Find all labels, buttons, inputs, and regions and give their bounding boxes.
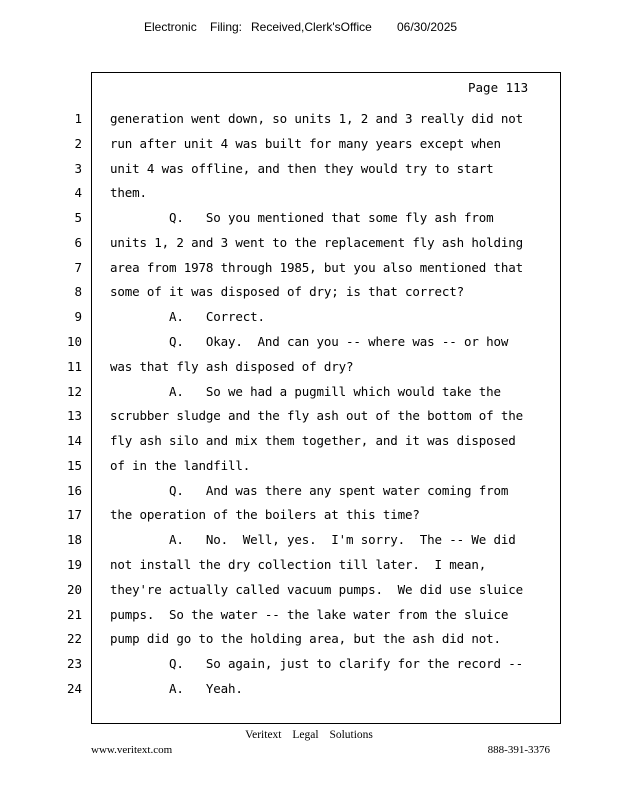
line-text: pump did go to the holding area, but the ash did not.	[110, 631, 501, 647]
line-number: 6	[74, 234, 82, 250]
line-number: 18	[66, 532, 82, 548]
line-text: pumps. So the water -- the lake water from the sluice	[110, 606, 509, 622]
line-number: 16	[66, 482, 82, 498]
line-text: area from 1978 through 1985, but you also mentioned that	[110, 259, 524, 275]
footer-website: www.veritext.com	[91, 744, 173, 756]
line-text: units 1, 2 and 3 went to the replacement fly ash holding	[110, 234, 524, 250]
footer-phone: 888-391-3376	[487, 744, 550, 756]
line-number: 15	[66, 457, 82, 473]
line-number: 21	[66, 606, 82, 622]
filing-header	[0, 20, 618, 38]
line-text: scrubber sludge and the fly ash out of the bottom of the	[110, 408, 524, 424]
line-text: of in the landfill.	[110, 457, 251, 473]
line-text: A. Correct.	[110, 309, 265, 325]
line-number: 7	[74, 259, 82, 275]
line-text: A. So we had a pugmill which would take the	[110, 383, 501, 399]
line-text: fly ash silo and mix them together, and it was disposed	[110, 433, 516, 449]
line-text: run after unit 4 was built for many years except when	[110, 135, 501, 151]
line-number: 24	[66, 680, 82, 696]
line-text: Q. So again, just to clarify for the record --	[110, 656, 524, 672]
line-text: not install the dry collection till later. I mean,	[110, 557, 487, 573]
line-text: unit 4 was offline, and then they would try to start	[110, 160, 494, 176]
header-filing: Filing:	[210, 20, 243, 34]
header-electronic: Electronic	[144, 20, 197, 34]
line-text: them.	[110, 185, 147, 201]
header-date: 06/30/2025	[397, 20, 458, 34]
header-received: Received,Clerk'sOffice	[251, 20, 372, 34]
line-number: 8	[74, 284, 82, 300]
footer-company-1: Veritext	[245, 729, 282, 741]
line-text: was that fly ash disposed of dry?	[110, 358, 354, 374]
line-number: 9	[74, 309, 82, 325]
line-number: 2	[74, 135, 82, 151]
page-number: Page 113	[468, 80, 529, 95]
line-text: the operation of the boilers at this time?	[110, 507, 420, 523]
line-number: 22	[66, 631, 82, 647]
line-number: 12	[66, 383, 82, 399]
line-number: 14	[66, 433, 82, 449]
line-number: 1	[74, 111, 82, 126]
line-number: 11	[66, 358, 82, 374]
line-number: 3	[74, 160, 82, 176]
line-number: 10	[66, 334, 82, 350]
footer-company-3: Solutions	[329, 729, 373, 741]
line-number: 13	[66, 408, 82, 424]
footer-company-2: Legal	[292, 729, 319, 741]
line-text: A. Yeah.	[110, 680, 243, 696]
line-number: 23	[66, 656, 82, 672]
line-text: Q. Okay. And can you -- where was -- or how	[110, 334, 509, 350]
line-number: 19	[66, 557, 82, 573]
line-number: 17	[66, 507, 82, 523]
line-text: A. No. Well, yes. I'm sorry. The -- We did	[110, 532, 516, 548]
line-text: generation went down, so units 1, 2 and 3 really did not	[110, 111, 524, 126]
line-number: 5	[74, 210, 82, 226]
line-number: 20	[66, 581, 82, 597]
line-text: they're actually called vacuum pumps. We did use sluice	[110, 581, 524, 597]
footer-company	[0, 729, 618, 741]
line-text: Q. So you mentioned that some fly ash from	[110, 210, 494, 226]
line-number: 4	[74, 185, 82, 201]
line-text: Q. And was there any spent water coming from	[110, 482, 509, 498]
line-text: some of it was disposed of dry; is that correct?	[110, 284, 465, 300]
